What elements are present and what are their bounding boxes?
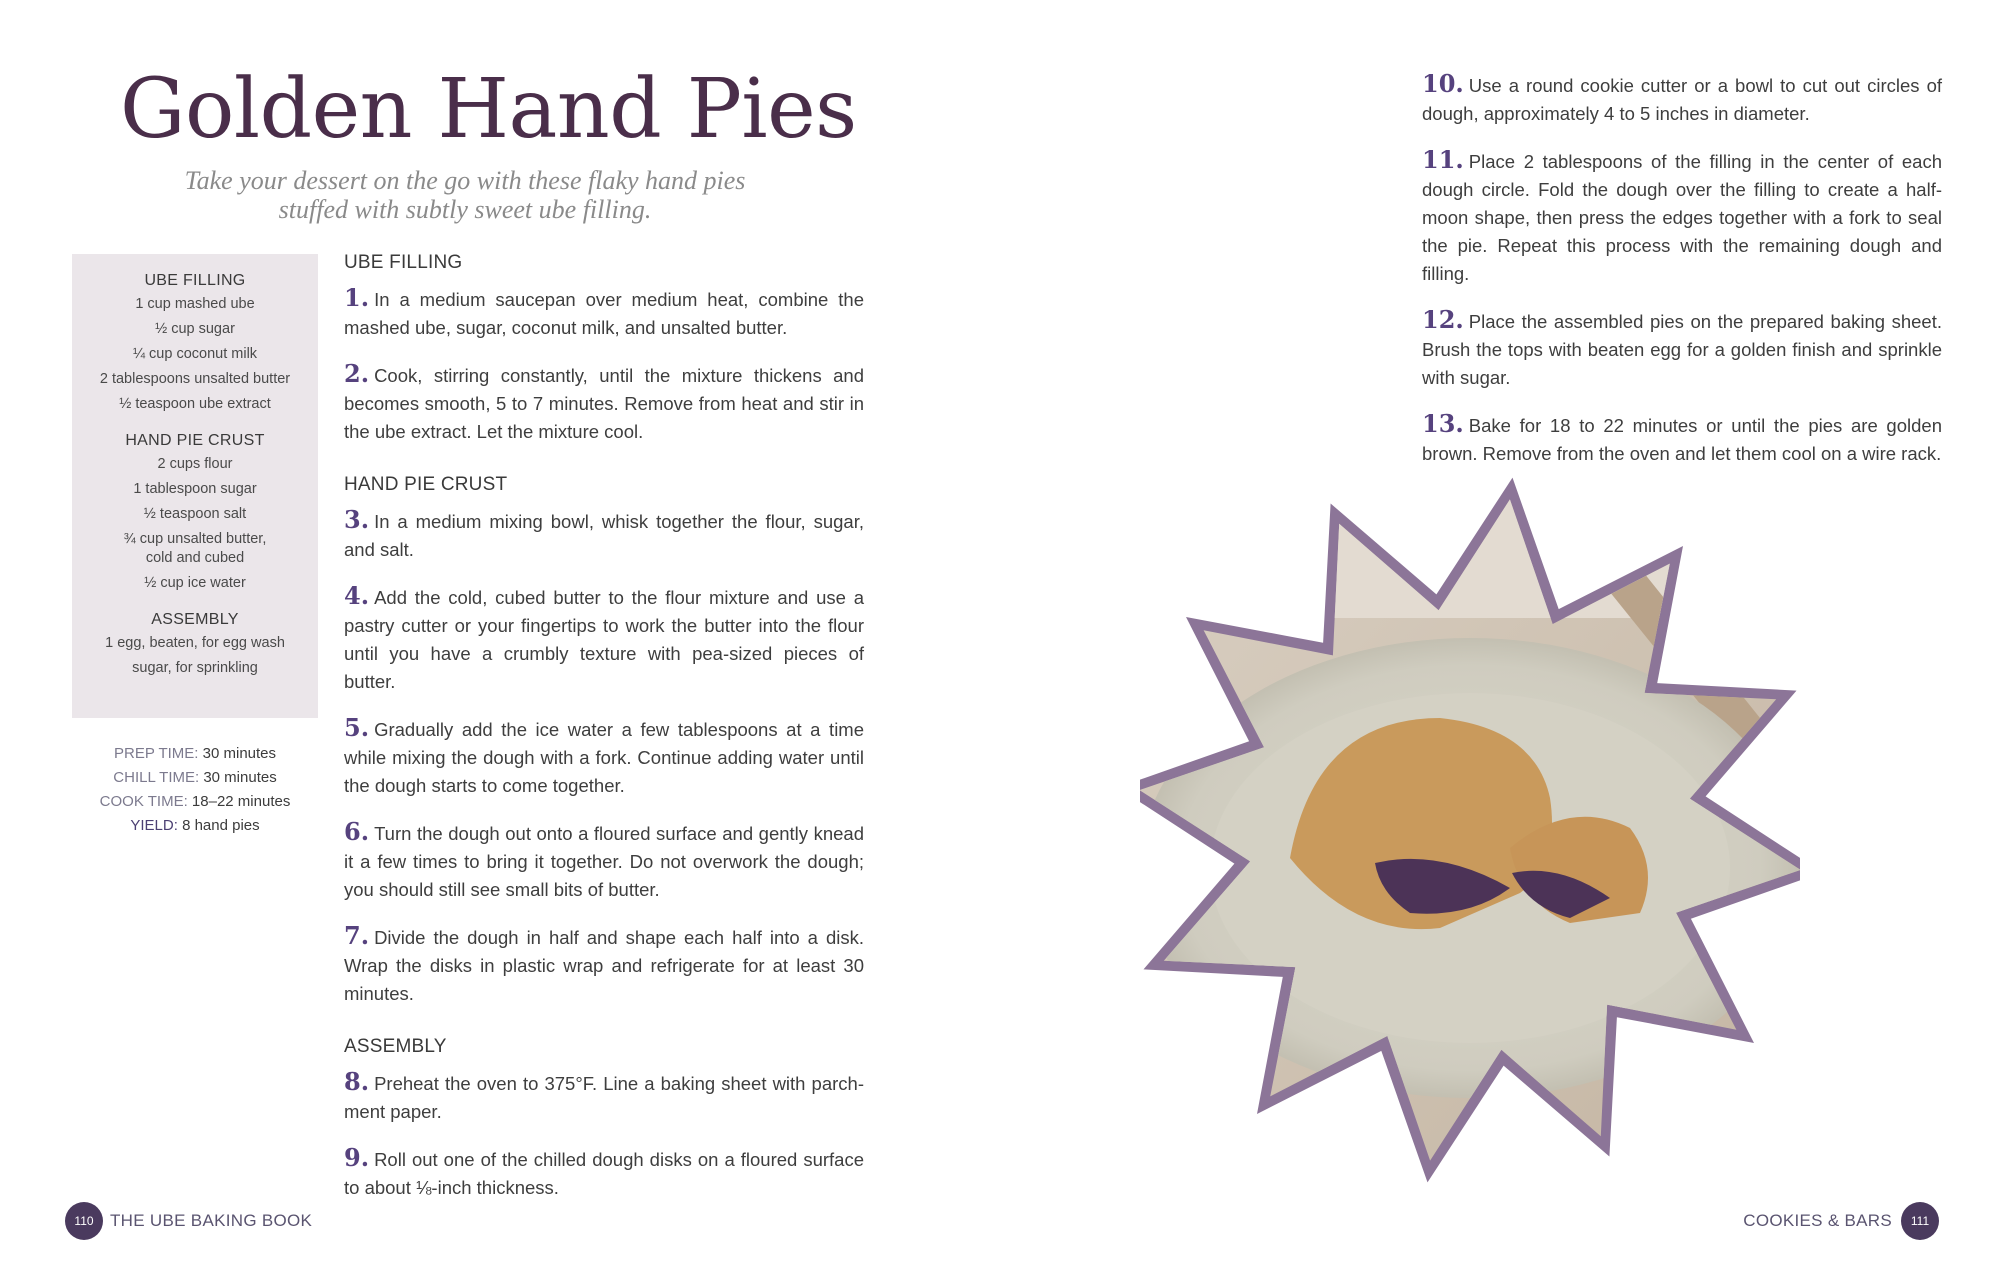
hand-pie-photo [1140, 468, 1800, 1186]
ingredients-heading-hand-pie-crust: HAND PIE CRUST [125, 432, 265, 449]
step-text: In a medium mixing bowl, whisk together the flour, sugar, and salt. [344, 511, 864, 560]
step-text: In a medium saucepan over medium heat, combine the mashed ube, sugar, coconut milk, and unsalted butter. [344, 289, 864, 338]
cook-time-value: 18–22 minutes [191, 793, 291, 810]
ingredients-heading-assembly: ASSEMBLY [151, 611, 239, 628]
step-text: Roll out one of the chilled dough disks on a floured surface to about ⅛-inch thickness. [344, 1149, 864, 1198]
ingredient-item: 1 cup mashed ube [135, 296, 255, 312]
section-heading-assembly: ASSEMBLY [344, 1036, 447, 1057]
step-number: 6. [344, 817, 370, 846]
step-number: 7. [344, 921, 370, 950]
steps-column-right [1422, 70, 1942, 486]
ingredient-item: ½ teaspoon salt [143, 506, 247, 522]
step-text: Place the assembled pies on the prepared baking sheet. Brush the tops with beaten egg for a golden finish and sprinkle with sugar. [1422, 311, 1942, 388]
chill-time [72, 766, 318, 790]
step-text: Place 2 tablespoons of the filling in the center of each dough circle. Fold the dough over the filling to create a half-moon shape, then press the edges together with a fork to seal the pie. Repeat this process with the remaining dough and filling. [1422, 151, 1942, 284]
step-number: 11. [1422, 145, 1464, 174]
recipe-times [72, 742, 318, 838]
step [1422, 70, 1942, 128]
page-number-badge: 110 [68, 1205, 100, 1237]
step [344, 818, 864, 904]
step-number: 3. [344, 505, 370, 534]
step-number: 2. [344, 359, 370, 388]
section-heading-hand-pie-crust: HAND PIE CRUST [344, 474, 508, 495]
step [1422, 306, 1942, 392]
step-text: Turn the dough out onto a floured surface and gently knead it a few times to bring it together. Do not overwork the dough; you should still see small bits of butter. [344, 823, 864, 900]
section-heading-ube-filling: UBE FILLING [344, 252, 463, 273]
step [344, 714, 864, 800]
step-number: 10. [1422, 69, 1464, 98]
step [344, 506, 864, 564]
step [1422, 410, 1942, 468]
step-number: 8. [344, 1067, 370, 1096]
page-number-badge: 111 [1904, 1205, 1936, 1237]
ingredient-item: 2 cups flour [157, 456, 233, 472]
step-number: 9. [344, 1143, 370, 1172]
step [344, 922, 864, 1008]
step [344, 360, 864, 446]
step [344, 1068, 864, 1126]
step-number: 1. [344, 283, 370, 312]
step [1422, 146, 1942, 288]
steps-column-left [344, 252, 864, 1220]
step-text: Bake for 18 to 22 minutes or until the pies are golden brown. Remove from the oven and let them cool on a wire rack. [1422, 415, 1942, 464]
footer-left [68, 1205, 312, 1237]
right-page [1000, 0, 2000, 1285]
starburst-photo-frame [1140, 468, 1800, 1186]
prep-time-label: PREP TIME: [113, 745, 199, 762]
yield-label: YIELD: [130, 817, 178, 834]
step-text: Add the cold, cubed butter to the flour mixture and use a pastry cutter or your fingertips to work the butter into the flour until you have a crumbly texture with pea-sized pieces of butter. [344, 587, 864, 692]
ingredient-item: ½ teaspoon ube extract [119, 396, 271, 412]
step-text: Cook, stirring constantly, until the mixture thickens and becomes smooth, 5 to 7 minutes. Remove from heat and stir in the ube extract. Let the mixture cool. [344, 365, 864, 442]
step-number: 4. [344, 581, 370, 610]
step-text: Use a round cookie cutter or a bowl to cut out circles of dough, approximately 4 to 5 inches in diameter. [1422, 75, 1942, 124]
yield-value: 8 hand pies [182, 817, 260, 834]
recipe-subtitle: Take your dessert on the go with these flaky hand pies stuffed with subtly sweet ube filling. [184, 166, 746, 224]
step-text: Preheat the oven to 375°F. Line a baking sheet with parch- ment paper. [344, 1073, 864, 1122]
yield [72, 814, 318, 838]
step-text: Gradually add the ice water a few tablespoons at a time while mixing the dough with a fork. Continue adding water until the dough starts to come together. [344, 719, 864, 796]
step-number: 12. [1422, 305, 1464, 334]
ingredient-item: ½ cup sugar [155, 321, 235, 337]
chill-time-label: CHILL TIME: [113, 769, 200, 786]
ingredient-item: sugar, for sprinkling [132, 660, 258, 676]
ingredient-item: ½ cup ice water [144, 575, 246, 591]
step [344, 284, 864, 342]
ingredient-item: 1 egg, beaten, for egg wash [105, 635, 285, 651]
step-text: Divide the dough in half and shape each half into a disk. Wrap the disks in plastic wrap and refrigerate for at least 30 minutes. [344, 927, 864, 1004]
prep-time [72, 742, 318, 766]
footer-right [1743, 1205, 1936, 1237]
ingredient-item: ¾ cup unsalted butter, cold and cubed [123, 531, 267, 566]
ingredients-heading-ube-filling: UBE FILLING [144, 272, 246, 289]
step-number: 5. [344, 713, 370, 742]
ingredients-sidebar [72, 254, 318, 718]
book-title: THE UBE BAKING BOOK [110, 1211, 313, 1230]
ingredient-item: 1 tablespoon sugar [133, 481, 257, 497]
prep-time-value: 30 minutes [202, 745, 277, 762]
section-title: COOKIES & BARS [1743, 1211, 1892, 1230]
recipe-title: Golden Hand Pies [120, 62, 857, 157]
ingredient-item: ¼ cup coconut milk [132, 346, 258, 362]
step [344, 1144, 864, 1202]
chill-time-value: 30 minutes [203, 769, 277, 786]
cook-time-label: COOK TIME: [99, 793, 188, 810]
step [344, 582, 864, 696]
step-number: 13. [1422, 409, 1464, 438]
ingredient-item: 2 tablespoons unsalted butter [99, 371, 291, 387]
cook-time [72, 790, 318, 814]
